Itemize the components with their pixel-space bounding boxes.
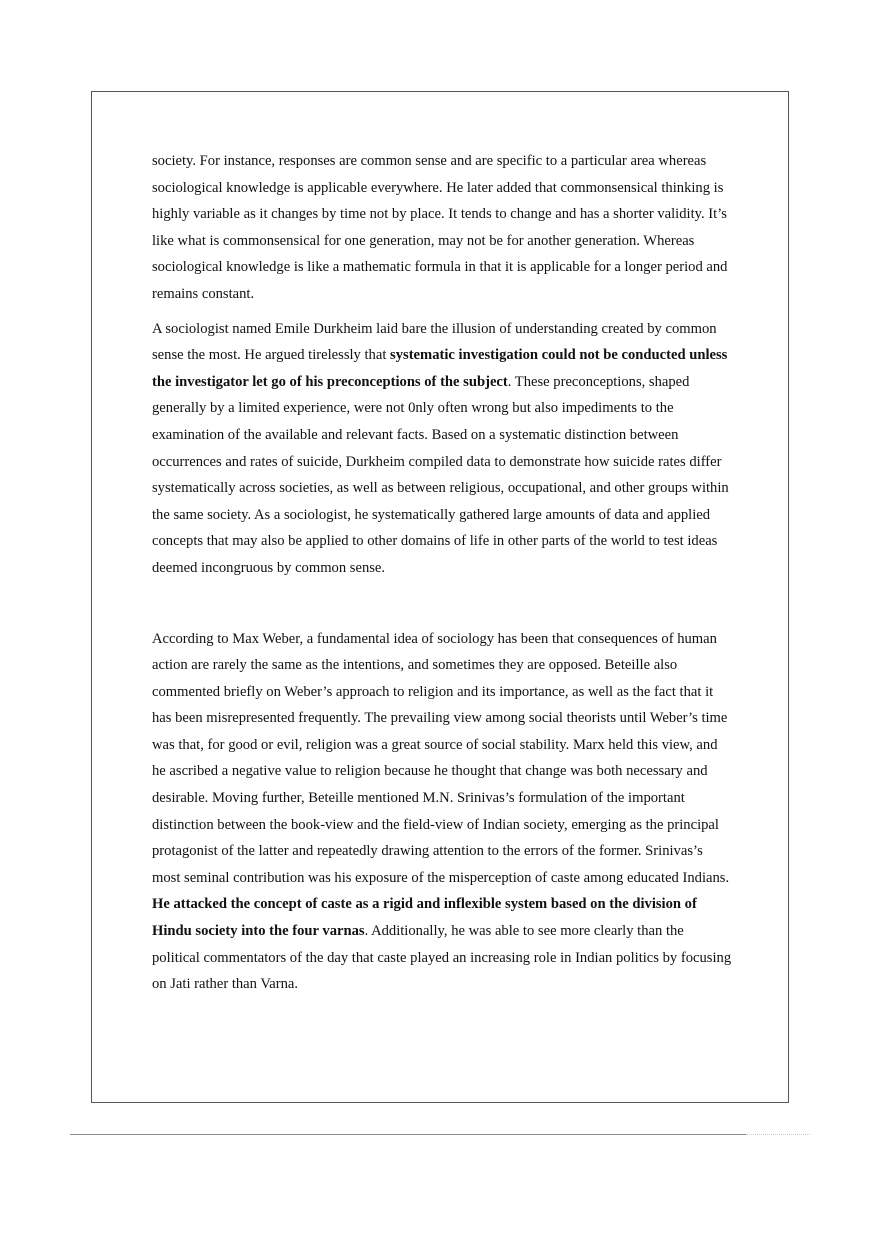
paragraph-3 <box>152 626 732 998</box>
paragraph-3-text-b: . Additionally, he was able to see more clearly than the political commentators of the day that caste played an increasing role in Indian politics by focusing on Jati rather than Varna. <box>152 923 732 993</box>
footer-divider-tail <box>746 1134 810 1135</box>
paragraph-2-bold-emphasis: systematic investigation could not be conducted unless the investigator let go of his preconceptions of the subject <box>152 347 728 390</box>
footer-divider <box>70 1134 746 1135</box>
paragraph-2-text-b: . These preconceptions, shaped generally by a limited experience, were not 0nly often wrong but also impediments to the examination of the available and relevant facts. Based on a systematic distinction between occurrences and rates of suicide, Durkheim compiled data to demonstrate how suicide rates differ systematically across societies, as well as between religious, occupational, and other groups within the same society. As a sociologist, he systematically gathered large amounts of data and applied concepts that may also be applied to other domains of life in other parts of the world to test ideas deemed incongruous by common sense. <box>152 373 729 576</box>
paragraph-1 <box>152 148 732 308</box>
paragraph-3-bold-emphasis: He attacked the concept of caste as a rigid and inflexible system based on the division of Hindu society into the four varnas <box>152 896 697 940</box>
paragraph-1-text: society. For instance, responses are common sense and are specific to a particular area whereas sociological knowledge is applicable everywhere. He later added that commonsensical thinking is highly variable as it changes by time not by place. It tends to change and has a shorter validity. It’s like what is commonsensical for one generation, may not be for another generation. Whereas sociological knowledge is like a mathematic formula in that it is applicable for a longer period and remains constant. <box>152 153 728 302</box>
document-body <box>152 148 732 998</box>
paragraph-2-text-a: A sociologist named Emile Durkheim laid bare the illusion of understanding created by common sense the most. He argued tirelessly that <box>152 320 717 364</box>
paragraph-2 <box>152 316 732 582</box>
paragraph-3-text-a: According to Max Weber, a fundamental idea of sociology has been that consequences of human action are rarely the same as the intentions, and sometimes they are opposed. Beteille also commented briefly on Weber’s approach to religion and its importance, as well as the fact that it has been misrepresented frequently. The prevailing view among social theorists until Weber’s time was that, for good or evil, religion was a great source of social stability. Marx held this view, and he ascribed a negative value to religion because he thought that change was both necessary and desirable. Moving further, Beteille mentioned M.N. Srinivas’s formulation of the important distinction between the book-view and the field-view of Indian society, emerging as the principal protagonist of the latter and repeatedly drawing attention to the errors of the former. Srinivas’s most seminal contribution was his exposure of the misperception of caste among educated Indians. <box>152 630 730 886</box>
